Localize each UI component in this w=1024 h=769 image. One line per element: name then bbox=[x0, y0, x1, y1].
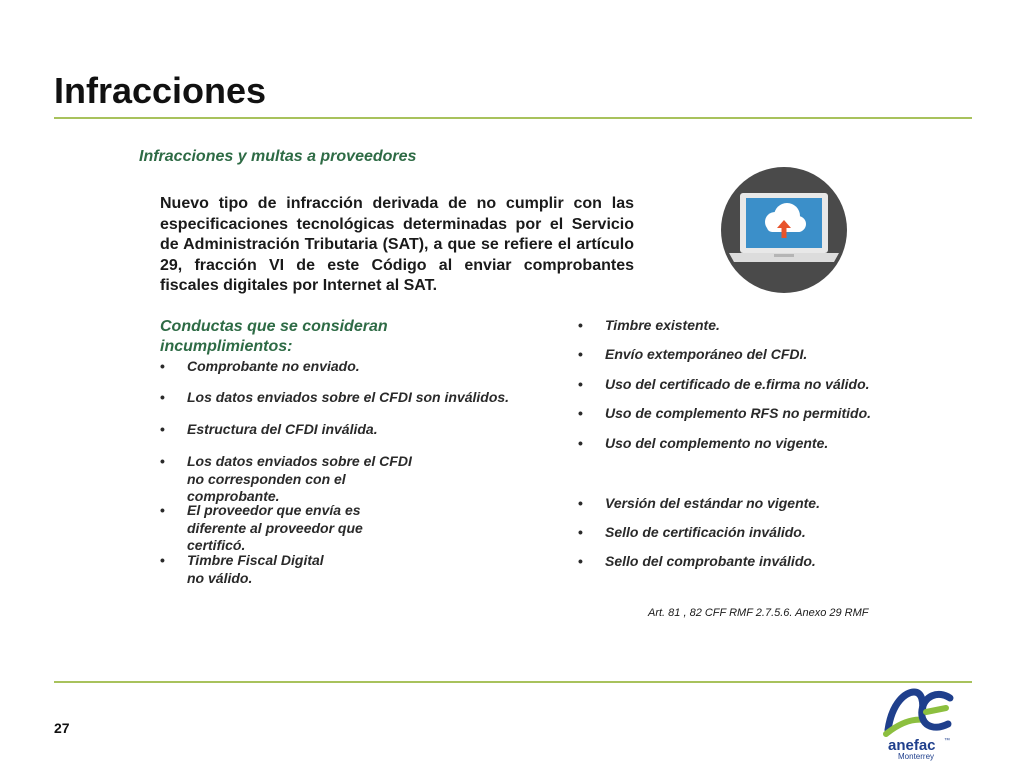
intro-paragraph: Nuevo tipo de infracción derivada de no cumplir con las especificaciones tecnológicas determinadas por el Servicio de Administración Tributaria (SAT), a que se refiere el artículo 29, fracción VI de este Código al enviar comprobantes fiscales digitales por Internet al SAT. bbox=[160, 195, 634, 294]
svg-text:Monterrey: Monterrey bbox=[898, 752, 935, 761]
page-number: 27 bbox=[54, 720, 70, 736]
legal-reference: Art. 81 , 82 CFF RMF 2.7.5.6. Anexo 29 RMF bbox=[648, 607, 869, 619]
slide-title: Infracciones bbox=[54, 70, 267, 111]
top-divider bbox=[54, 117, 972, 119]
list-item: • Timbre existente. bbox=[578, 317, 720, 335]
list-item: • Los datos enviados sobre el CFDI son inválidos. bbox=[160, 389, 509, 407]
list-item: • Los datos enviados sobre el CFDI no corresponden con el comprobante. bbox=[160, 453, 412, 506]
conductas-heading: Conductas que se consideran incumplimientos: bbox=[160, 318, 388, 355]
list-item: • Envío extemporáneo del CFDI. bbox=[578, 346, 807, 364]
list-item: • Uso del certificado de e.firma no válido. bbox=[578, 376, 870, 394]
section-subtitle: Infracciones y multas a proveedores bbox=[139, 148, 417, 165]
bottom-divider bbox=[54, 681, 972, 683]
list-item: • Uso del complemento no vigente. bbox=[578, 435, 828, 453]
list-item: • Timbre Fiscal Digital no válido. bbox=[160, 552, 324, 587]
list-item: • Sello de certificación inválido. bbox=[578, 524, 806, 542]
list-item: • El proveedor que envía es diferente al proveedor que certificó. bbox=[160, 502, 363, 555]
list-item: • Versión del estándar no vigente. bbox=[578, 495, 820, 513]
list-item: • Estructura del CFDI inválida. bbox=[160, 421, 378, 439]
svg-text:anefac: anefac bbox=[888, 737, 936, 754]
list-item: • Uso de complemento RFS no permitido. bbox=[578, 405, 871, 423]
list-item: • Comprobante no enviado. bbox=[160, 358, 360, 376]
anefac-logo bbox=[880, 684, 960, 764]
cloud-upload-laptop-icon bbox=[720, 166, 848, 294]
list-item: • Sello del comprobante inválido. bbox=[578, 553, 816, 571]
svg-text:™: ™ bbox=[944, 738, 950, 744]
